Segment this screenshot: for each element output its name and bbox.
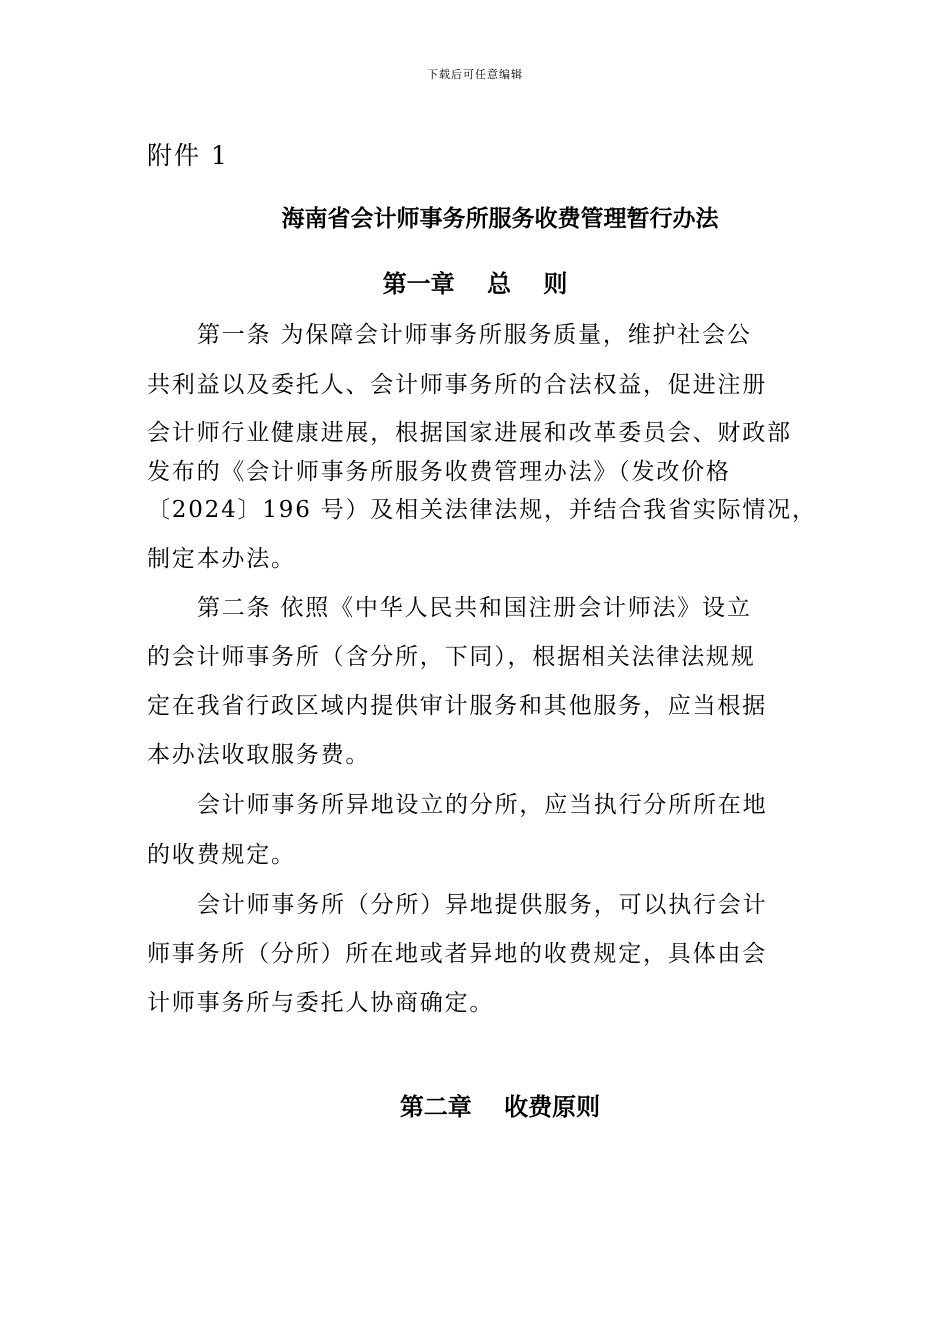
attachment-label: 附件 1 bbox=[147, 141, 229, 170]
chapter-heading-2: 第二章 收费原则 bbox=[399, 1093, 601, 1121]
paragraph-line: 会计师事务所异地设立的分所，应当执行分所所在地 bbox=[197, 792, 768, 818]
paragraph-line: 共利益以及委托人、会计师事务所的合法权益，促进注册 bbox=[147, 372, 767, 398]
paragraph-line: 发布的《会计师事务所服务收费管理办法》（发改价格 bbox=[147, 459, 731, 485]
paragraph-line: 本办法收取服务费。 bbox=[147, 742, 371, 768]
paragraph-line: 会计师行业健康进展，根据国家进展和改革委员会、财政部 bbox=[147, 420, 792, 446]
paragraph-line: 定在我省行政区域内提供审计服务和其他服务，应当根据 bbox=[147, 693, 767, 719]
paragraph-line: 计师事务所与委托人协商确定。 bbox=[147, 990, 495, 1016]
paragraph-line: 第二条 依照《中华人民共和国注册会计师法》设立 bbox=[197, 595, 752, 621]
document-title: 海南省会计师事务所服务收费管理暂行办法 bbox=[281, 206, 719, 232]
paragraph-line: 会计师事务所（分所）异地提供服务，可以执行会计 bbox=[197, 892, 768, 918]
paragraph-line: 〔2024〕196 号）及相关法律法规，并结合我省实际情况， bbox=[147, 497, 817, 523]
paragraph-line: 制定本办法。 bbox=[147, 546, 296, 572]
paragraph-line: 第一条 为保障会计师事务所服务质量，维护社会公 bbox=[197, 322, 752, 348]
paragraph-line: 的收费规定。 bbox=[147, 842, 296, 868]
chapter-heading-1: 第一章 总 则 bbox=[382, 270, 568, 298]
paragraph-line: 的会计师事务所（含分所，下同），根据相关法律法规规 bbox=[147, 644, 756, 670]
paragraph-line: 师事务所（分所）所在地或者异地的收费规定，具体由会 bbox=[147, 941, 767, 967]
download-note: 下载后可任意编辑 bbox=[427, 68, 523, 81]
